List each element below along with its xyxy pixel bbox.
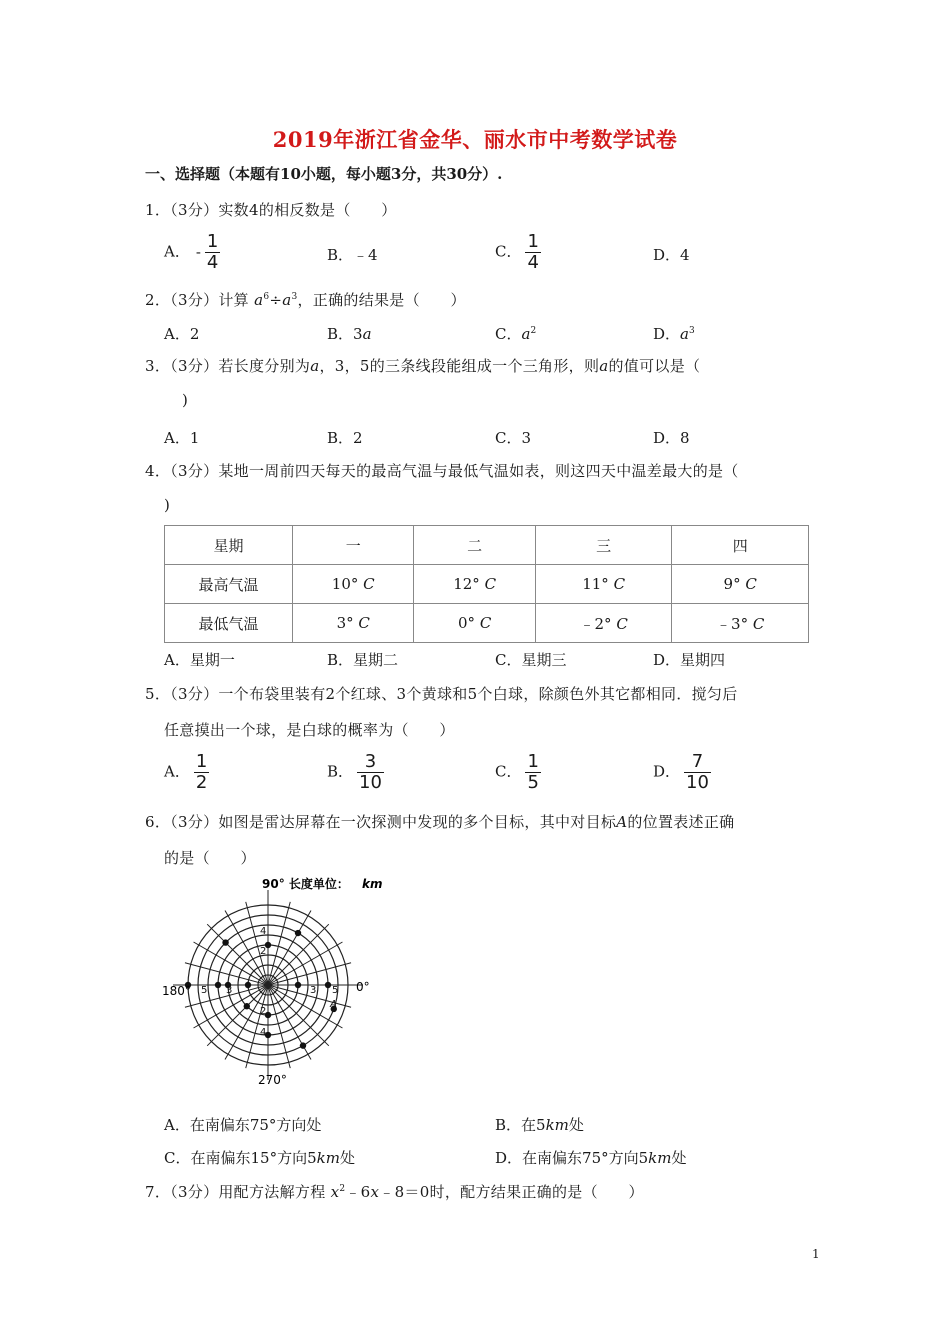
radar-target-dot xyxy=(245,982,251,988)
table-cell: 11° C xyxy=(535,565,672,604)
radar-spoke xyxy=(268,902,290,985)
q4-option-c: C．星期三 xyxy=(495,651,567,669)
table-cell: 二 xyxy=(414,526,535,565)
radar-target-dot xyxy=(300,1042,306,1048)
fraction: $\frac{1}{5}$ xyxy=(527,751,539,793)
ring-label: 5 xyxy=(332,985,339,996)
q4-option-a: A．星期一 xyxy=(164,651,235,669)
table-cell: 9° C xyxy=(672,565,809,604)
q6-option-a: A．在南偏东75°方向处 xyxy=(164,1116,322,1134)
question-3-stem-line2: ) xyxy=(182,391,189,409)
question-6-stem-line2: 的是（ ） xyxy=(164,849,256,867)
radar-label-0: 0° xyxy=(356,980,370,994)
table-cell: 最高气温 xyxy=(165,565,293,604)
table-cell: 10° C xyxy=(293,565,414,604)
table-row xyxy=(165,526,809,565)
ring-label: 2 xyxy=(260,1006,267,1017)
page-title: 2019年浙江省金华、丽水市中考数学试卷 xyxy=(272,127,678,152)
radar-target-dot xyxy=(222,939,228,945)
radar-unit: km xyxy=(362,877,383,891)
table-cell: 一 xyxy=(293,526,414,565)
question-6-stem: 6．（3分）如图是雷达屏幕在一次探测中发现的多个目标，其中对目标A的位置表述正确 xyxy=(145,813,735,831)
table-cell: 12° C xyxy=(414,565,535,604)
fraction: $\frac{1}{4}$ xyxy=(527,231,539,273)
question-1-stem: 1．（3分）实数4的相反数是（ ） xyxy=(145,201,397,219)
fraction: $\frac{7}{10}$ xyxy=(686,751,709,793)
radar-target-dot xyxy=(295,982,301,988)
radar-label-90: 90° 长度单位： xyxy=(262,877,349,891)
radar-target-dot xyxy=(215,982,221,988)
table-cell: 星期 xyxy=(165,526,293,565)
ring-label: 5 xyxy=(201,985,208,996)
q2-option-d: D．$a^3$ xyxy=(653,325,695,343)
q5-option-a: A． $\frac{1}{2}$ xyxy=(164,751,208,793)
ring-label: 4 xyxy=(260,1027,267,1038)
table-cell: 三 xyxy=(535,526,672,565)
q1-option-c: C． $\frac{1}{4}$ xyxy=(495,231,539,273)
q2-option-c: C．$a^2$ xyxy=(495,325,537,343)
table-cell: 3° C xyxy=(293,604,414,643)
q4-option-d: D．星期四 xyxy=(653,651,726,669)
radar-spoke xyxy=(185,963,268,985)
table-cell: 最低气温 xyxy=(165,604,293,643)
table-cell: ﹣3° C xyxy=(672,604,809,643)
q2-option-b: B．3a xyxy=(327,325,372,343)
q2-option-a: A．2 xyxy=(164,325,200,343)
q3-option-b: B．2 xyxy=(327,429,363,447)
ring-label: 2 xyxy=(260,946,267,957)
q3-option-d: D．8 xyxy=(653,429,690,447)
q3-option-a: A．1 xyxy=(164,429,200,447)
q1-option-b: B．﹣4 xyxy=(327,246,378,264)
q5-option-d: D． $\frac{7}{10}$ xyxy=(653,751,709,793)
fraction: $\frac{1}{4}$ xyxy=(206,231,219,273)
radar-target-dot xyxy=(325,982,331,988)
q1-option-a: A． - $\frac{1}{4}$ xyxy=(164,231,219,273)
q5-option-b: B． $\frac{3}{10}$ xyxy=(327,751,382,793)
fraction: $\frac{1}{2}$ xyxy=(195,751,208,793)
table-row xyxy=(165,565,809,604)
table-cell: 0° C xyxy=(414,604,535,643)
q1-option-d: D．4 xyxy=(653,246,690,264)
question-4-stem: 4．（3分）某地一周前四天每天的最高气温与最低气温如表，则这四天中温差最大的是（ xyxy=(145,462,739,480)
radar-label-270: 270° xyxy=(258,1073,287,1087)
question-2-stem: 2．（3分）计算 $a^6\div a^3$，正确的结果是（ ） xyxy=(145,291,466,309)
q6-option-d: D．在南偏东75°方向5km处 xyxy=(495,1149,687,1167)
radar-spoke xyxy=(268,963,351,985)
radar-diagram xyxy=(160,872,390,1090)
table-cell: 四 xyxy=(672,526,809,565)
table-row xyxy=(165,604,809,643)
section-heading: 一、选择题（本题有10小题，每小题3分，共30分）. xyxy=(145,165,503,183)
question-3-stem: 3．（3分）若长度分别为a，3，5的三条线段能组成一个三角形，则a的值可以是（ xyxy=(145,357,701,375)
question-5-stem: 5．（3分）一个布袋里装有2个红球、3个黄球和5个白球，除颜色外其它都相同．搅匀后 xyxy=(145,685,738,703)
radar-spoke xyxy=(246,902,268,985)
radar-spoke xyxy=(268,985,290,1068)
q5-option-c: C． $\frac{1}{5}$ xyxy=(495,751,539,793)
temperature-table xyxy=(164,525,809,643)
q6-option-b: B．在5km处 xyxy=(495,1116,584,1134)
ring-label: 3 xyxy=(226,985,233,996)
fraction: $\frac{3}{10}$ xyxy=(359,751,382,793)
ring-label: 3 xyxy=(310,985,317,996)
question-4-stem-line2: ) xyxy=(164,496,171,514)
radar-target-dot xyxy=(244,1003,250,1009)
table-cell: ﹣2° C xyxy=(535,604,672,643)
question-7-stem: 7．（3分）用配方法解方程 $x^2﹣6x﹣8=0$时，配方结果正确的是（ ） xyxy=(145,1183,644,1201)
q6-option-c: C．在南偏东15°方向5km处 xyxy=(164,1149,355,1167)
question-5-stem-line2: 任意摸出一个球，是白球的概率为（ ） xyxy=(164,721,455,739)
ring-label: 4 xyxy=(260,926,267,937)
radar-target-dot xyxy=(295,930,301,936)
target-label-a: A xyxy=(330,999,337,1010)
q4-option-b: B．星期二 xyxy=(327,651,399,669)
q3-option-c: C．3 xyxy=(495,429,532,447)
radar-label-180: 180° xyxy=(162,984,191,998)
page-number: 1 xyxy=(812,1247,820,1261)
